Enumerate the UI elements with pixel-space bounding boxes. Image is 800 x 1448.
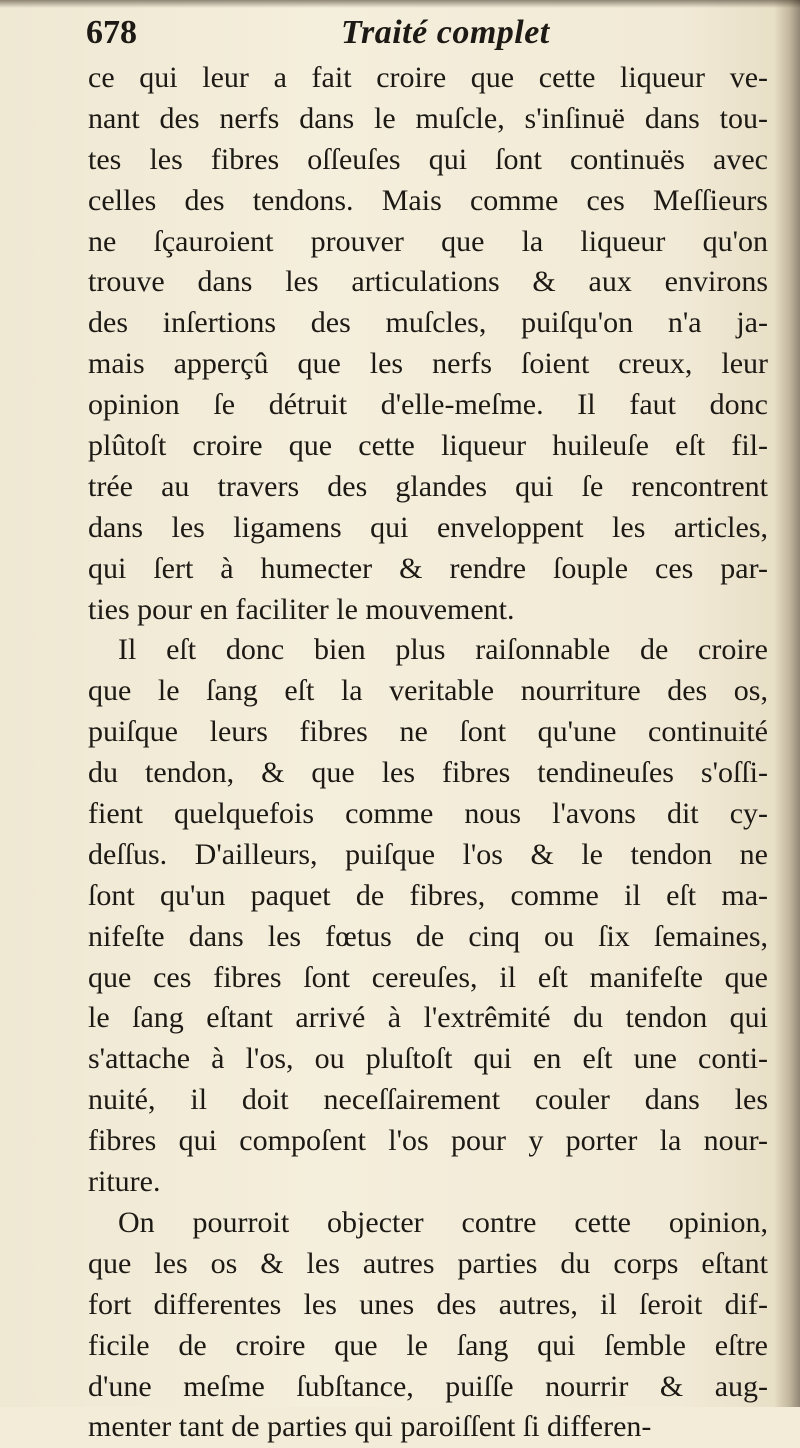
text-line: ficile de croire que le ſang qui ſemble eſtre [88,1328,768,1362]
body-text [88,58,768,1448]
text-line: puiſque leurs fibres ne ſont qu'une continuité [88,715,768,749]
page-gutter-shadow [774,0,800,1407]
text-line: ce qui leur a fait croire que cette liqueur ve- [88,61,768,94]
text-line: plûtoſt croire que cette liqueur huileuſe eſt fil- [88,429,768,463]
text-line: riture. [88,1165,161,1199]
text-line: s'attache à l'os, ou pluſtoſt qui en eſt une conti- [88,1042,768,1076]
text-line: celles des tendons. Mais comme ces Meſſieurs [88,183,768,217]
text-line: tes les fibres oſſeuſes qui ſont continuës avec [88,142,768,176]
paragraph [88,1203,768,1448]
text-line: fort differentes les unes des autres, il ſeroit dif- [88,1287,768,1321]
text-line: que le ſang eſt la veritable nourriture des os, [88,674,768,708]
text-line: trouve dans les articulations & aux environs [88,265,768,299]
text-line: que ces fibres ſont cereuſes, il eſt manifeſte que [88,960,768,994]
text-line: fient quelquefois comme nous l'avons dit cy- [88,797,768,831]
page-number: 678 [86,14,137,51]
text-line: ties pour en faciliter le mouvement. [88,592,515,626]
text-line: nuité, il doit neceſſairement couler dans les [88,1083,768,1117]
text-line: dans les ligamens qui enveloppent les articles, [88,510,768,544]
paragraph [88,58,768,630]
text-line: nifeſte dans les fœtus de cinq ou ſix ſemaines, [88,919,768,953]
text-line: du tendon, & que les fibres tendineuſes s'oſſi- [88,756,768,790]
text-line: d'une meſme ſubſtance, puiſſe nourrir & aug- [88,1369,768,1403]
page-top-edge [0,0,800,8]
text-line: des inſertions des muſcles, puiſqu'on n'a ja- [88,306,768,340]
running-head: Traité complet [341,14,550,51]
text-line: deſſus. D'ailleurs, puiſque l'os & le tendon ne [88,837,768,871]
text-line: ſont qu'un paquet de fibres, comme il eſt ma- [88,878,768,912]
text-line: mais apperçû que les nerfs ſoient creux, leur [88,347,768,381]
text-line: On pourroit objecter contre cette opinion, [118,1205,768,1239]
text-line: menter tant de parties qui paroiſſent ſi differen- [88,1410,652,1444]
text-line: Il eſt donc bien plus raiſonnable de croire [118,633,768,667]
paragraph [88,630,768,1202]
text-line: le ſang eſtant arrivé à l'extrêmité du tendon qui [88,1001,768,1035]
text-line: qui ſert à humecter & rendre ſouple ces par- [88,551,768,585]
text-line: nant des nerfs dans le muſcle, s'inſinuë dans tou- [88,101,768,135]
text-line: opinion ſe détruit d'elle-meſme. Il faut donc [88,388,768,422]
text-line: que les os & les autres parties du corps eſtant [88,1246,768,1280]
page-header [86,14,766,58]
text-line: ne ſçauroient prouver que la liqueur qu'on [88,224,768,258]
text-line: fibres qui compoſent l'os pour y porter la nour- [88,1124,768,1158]
text-line: trée au travers des glandes qui ſe rencontrent [88,469,768,503]
